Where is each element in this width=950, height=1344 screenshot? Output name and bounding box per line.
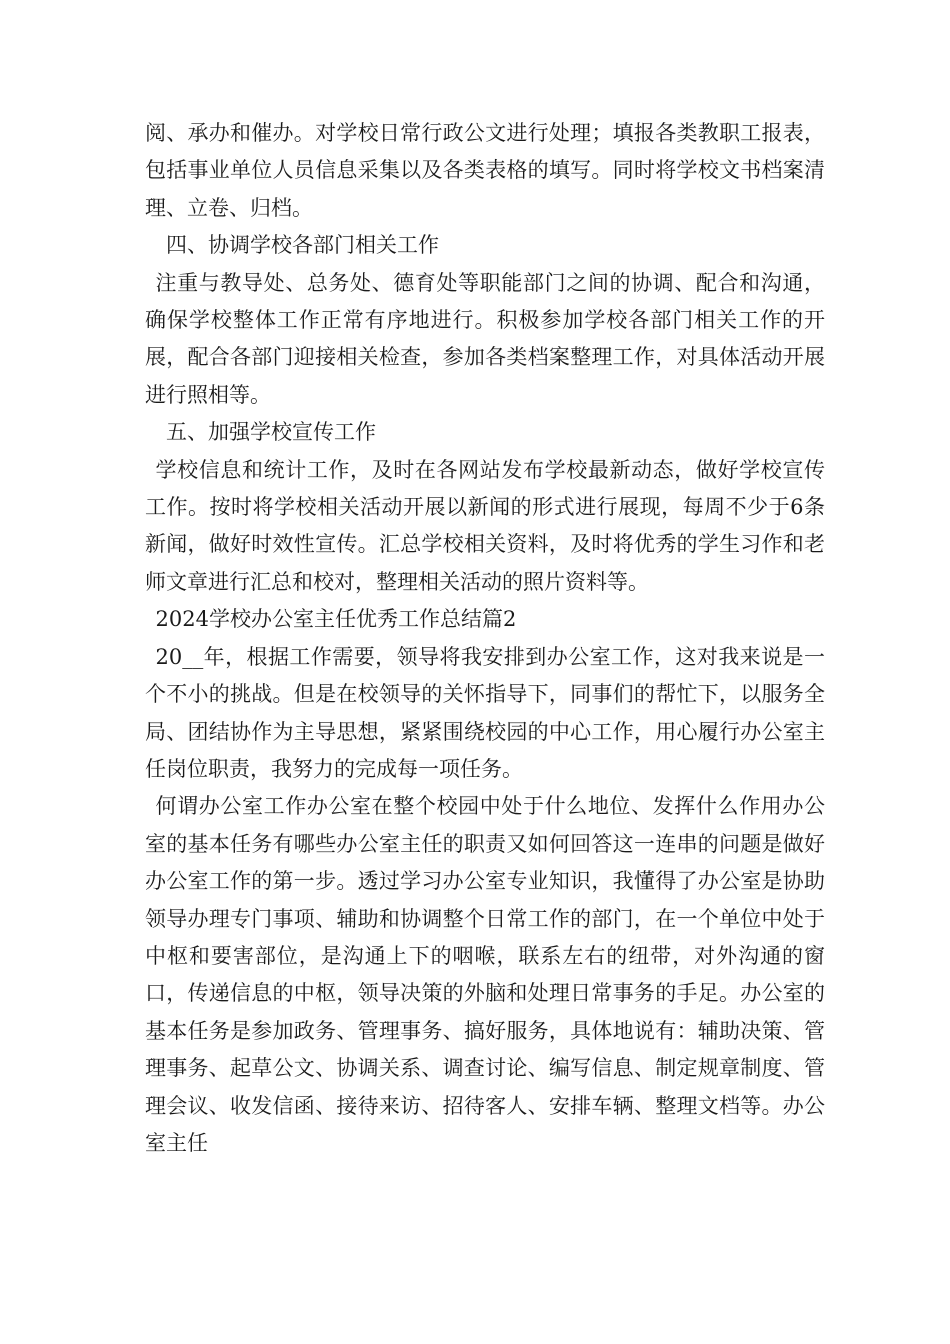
paragraph-continuation: 阅、承办和催办。对学校日常行政公文进行处理；填报各类教职工报表，包括事业单位人员信息采集以及各类表格的填写。同时将学校文书档案清理、立卷、归档。 [145,121,825,220]
document-body [145,115,825,1162]
paragraph-coordination: 注重与教导处、总务处、德育处等职能部门之间的协调、配合和沟通，确保学校整体工作正常有序地进行。积极参加学校各部门相关工作的开展，配合各部门迎接相关检查，参加各类档案整理工作，对具体活动开展进行照相等。 [145,270,825,407]
paragraph-office-role: 何谓办公室工作办公室在整个校园中处于什么地位、发挥什么作用办公室的基本任务有哪些办公室主任的职责又如何回答这一连串的问题是做好办公室工作的第一步。透过学习办公室专业知识，我懂得了办公室是协助领导办理专门事项、辅助和协调整个日常工作的部门，在一个单位中处于中枢和要害部位，是沟通上下的咽喉，联系左右的纽带，对外沟通的窗口，传递信息的中枢，领导决策的外脑和处理日常事务的手足。办公室的基本任务是参加政务、管理事务、搞好服务，具体地说有：辅助决策、管理事务、起草公文、协调关系、调查讨论、编写信息、制定规章制度、管理会议、收发信函、接待来访、招待客人、安排车辆、整理文档等。办公室主任 [145,794,825,1155]
paragraph-publicity: 学校信息和统计工作，及时在各网站发布学校最新动态，做好学校宣传工作。按时将学校相关活动开展以新闻的形式进行展现，每周不少于6条新闻，做好时效性宣传。汇总学校相关资料，及时将优秀的学生习作和老师文章进行汇总和校对，整理相关活动的照片资料等。 [145,457,825,594]
section-heading-five: 五、加强学校宣传工作 [166,420,376,445]
article-title-part-2: 2024学校办公室主任优秀工作总结篇2 [155,607,517,632]
paragraph-assignment: 20__年，根据工作需要，领导将我安排到办公室工作，这对我来说是一个不小的挑战。但是在校领导的关怀指导下，同事们的帮忙下，以服务全局、团结协作为主导思想，紧紧围绕校园的中心工作，用心履行办公室主任岗位职责，我努力的完成每一项任务。 [145,644,825,781]
section-heading-four: 四、协调学校各部门相关工作 [166,233,439,258]
